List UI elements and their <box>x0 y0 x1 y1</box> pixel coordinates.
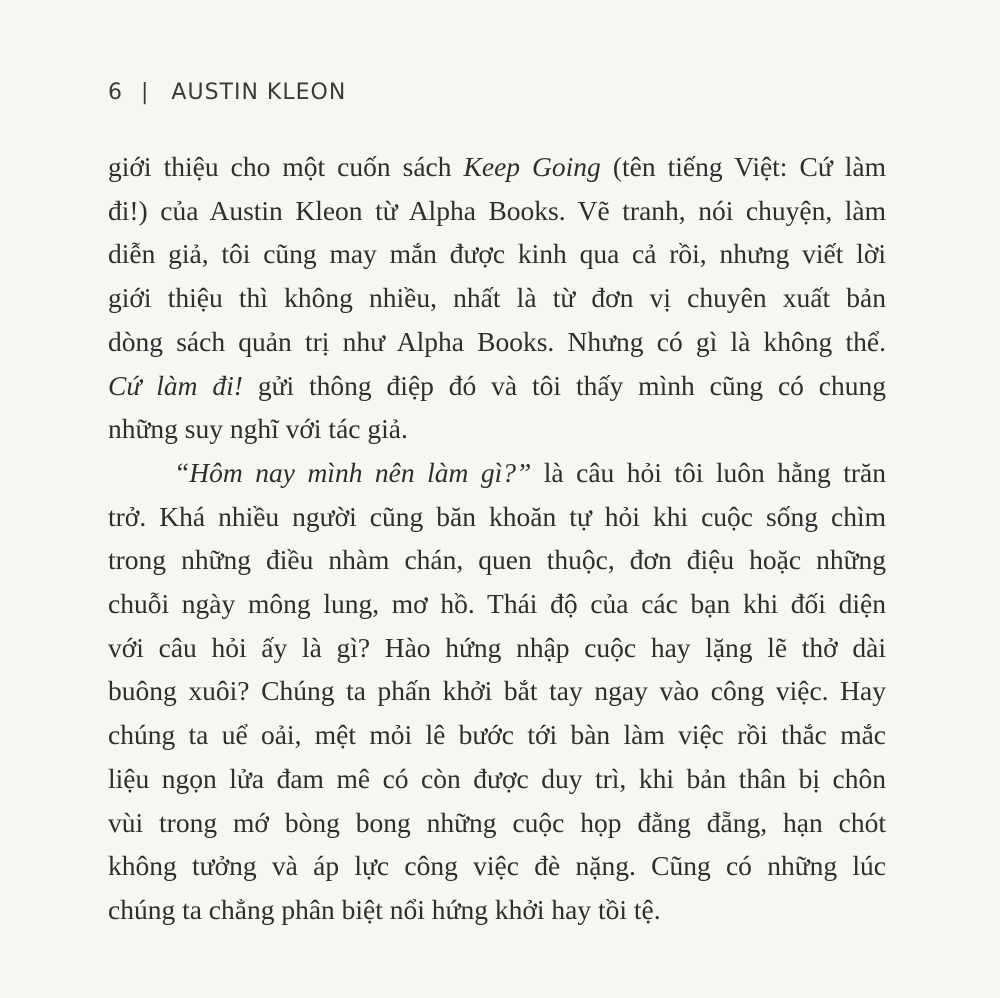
text-line: với câu hỏi ấy là gì? Hào hứng nhập cuộc hay lặng lẽ thở dài <box>108 631 886 663</box>
text-line: chúng ta uể oải, mệt mỏi lê bước tới bàn làm việc rồi thắc mắc <box>108 719 886 751</box>
paragraph-2 <box>108 451 886 932</box>
text-line: trong những điều nhàm chán, quen thuộc, đơn điệu hoặc những <box>108 544 886 576</box>
text-line: những suy nghĩ với tác giả. <box>108 413 408 445</box>
text-line: trở. Khá nhiều người cũng băn khoăn tự hỏi khi cuộc sống chìm <box>108 500 886 532</box>
quote-italic: “Hôm nay mình nên làm gì?” <box>174 456 532 488</box>
paragraph-1 <box>108 145 886 451</box>
book-title-italic: Cứ làm đi! <box>108 369 243 401</box>
text-line: chúng ta chẳng phân biệt nổi hứng khởi hay tồi tệ. <box>108 893 661 925</box>
text-line: Cứ làm đi! gửi thông điệp đó và tôi thấy mình cũng có chung <box>108 369 887 401</box>
header-separator: | <box>141 80 150 105</box>
text-line: buông xuôi? Chúng ta phấn khởi bắt tay ngay vào công việc. Hay <box>108 675 886 707</box>
text-line: diễn giả, tôi cũng may mắn được kinh qua cả rồi, nhưng viết lời <box>108 238 886 270</box>
body-text <box>108 145 886 932</box>
text-line: giới thiệu cho một cuốn sách Keep Going (tên tiếng Việt: Cứ làm <box>108 151 886 182</box>
author-name: AUSTIN KLEON <box>171 80 347 105</box>
text-line: dòng sách quản trị như Alpha Books. Nhưng có gì là không thể. <box>108 325 886 357</box>
text-line: không tưởng và áp lực công việc đè nặng. Cũng có những lúc <box>108 850 886 882</box>
text-line: giới thiệu thì không nhiều, nhất là từ đơn vị chuyên xuất bản <box>108 282 886 314</box>
text-line: đi!) của Austin Kleon từ Alpha Books. Vẽ tranh, nói chuyện, làm <box>108 194 886 226</box>
text-line: “Hôm nay mình nên làm gì?” là câu hỏi tôi luôn hằng trăn <box>174 456 886 488</box>
text-line: liệu ngọn lửa đam mê có còn được duy trì, khi bản thân bị chôn <box>108 762 886 794</box>
book-title-italic: Keep Going <box>463 151 601 182</box>
running-header <box>108 80 346 105</box>
text-line: chuỗi ngày mông lung, mơ hồ. Thái độ của các bạn khi đối diện <box>108 588 886 620</box>
text-line: vùi trong mớ bòng bong những cuộc họp đằng đẵng, hạn chót <box>108 806 886 838</box>
page-number: 6 <box>108 80 123 105</box>
